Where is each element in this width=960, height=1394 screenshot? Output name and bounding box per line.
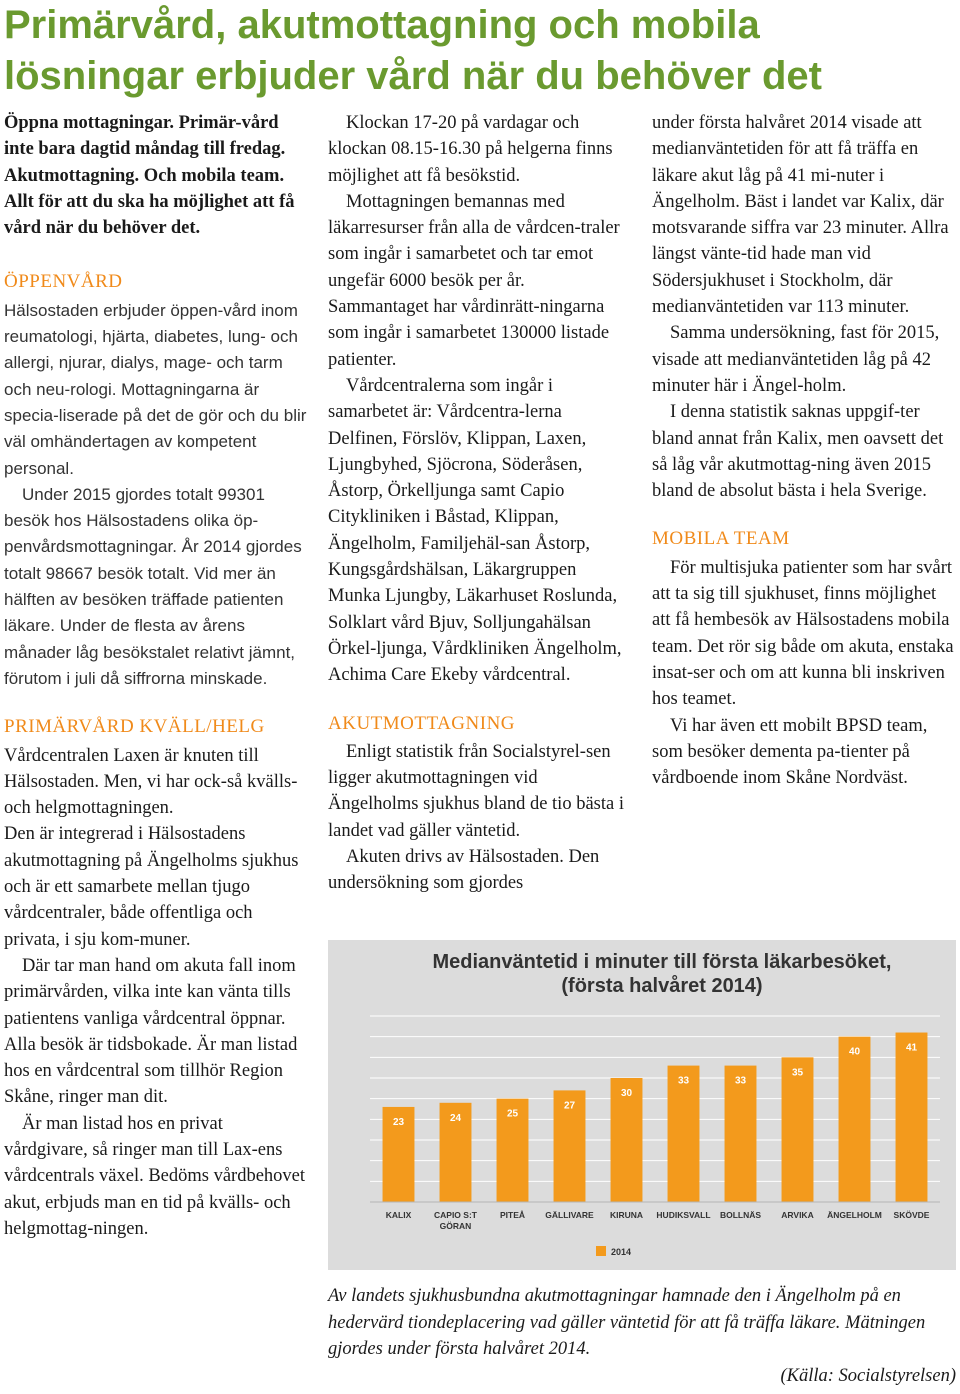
chart-svg [328, 940, 956, 1270]
chart-bar [839, 1037, 871, 1202]
bar-value-label: 25 [506, 1108, 519, 1120]
paragraph: Vårdcentralerna som ingår i samarbetet är: Vårdcentra-lerna Delfinen, Förslöv, Klippan, Laxen, Ljungbyhed, Sjöcrona, Söderåsen, Åstorp, Örkelljunga samt Capio Citykliniken i Båstad, Klippan, Ängelholm, Familjehäl-san Åstorp, Kungsgårdshälsan, Läkargruppen Munka Ljungby, Läkarhuset Roslunda, Solklart vård Bjuv, Solljungahälsan Örkel-ljunga, Vårdkliniken Ängelholm, Achima Care Ekeby vårdcentral. [328, 375, 622, 686]
bar-value-label: 27 [563, 1100, 576, 1112]
chart-title: Medianväntetid i minuter till första läkarbesöket, [432, 951, 892, 973]
paragraph: Akuten drivs av Hälsostaden. Den undersökning som gjordes [328, 847, 600, 894]
paragraph: Vi har även ett mobilt BPSD team, som besöker dementa pa-tienter på vårdboende inom Skåne Nordväst. [652, 715, 928, 789]
bar-value-label: 35 [791, 1067, 804, 1079]
bar-value-label: 33 [734, 1075, 747, 1087]
paragraph: För multisjuka patienter som har svårt att ta sig till sjukhuset, finns möjlighet att få hembesök av Hälsostadens mobila team. Det rör sig både om akuta, enstaka insat-ser och om att kunna bli inskriven hos teamet. [652, 557, 954, 710]
headline-line-2: lösningar erbjuder vård när du behöver det [4, 54, 822, 98]
x-tick-label: BOLLNÄS [719, 1210, 762, 1220]
subheading-mobila-team: MOBILA TEAM [652, 528, 790, 550]
x-tick-label: PITEÅ [499, 1210, 526, 1220]
headline-line-1: Primärvård, akutmottagning och mobila [4, 3, 760, 47]
bar-value-label: 33 [677, 1075, 690, 1087]
x-tick-label: GÄLLIVARE [545, 1210, 594, 1220]
bar-value-label: 23 [392, 1116, 405, 1128]
article-headline [4, 0, 954, 102]
bar-value-label: 30 [620, 1088, 633, 1099]
x-tick-label: SKÖVDE [893, 1210, 930, 1220]
paragraph: I denna statistik saknas uppgif-ter bland annat från Kalix, men oavsett det så låg vår akutmottag-ning även 2015 bland de absolut bästa i hela Sverige. [652, 402, 944, 502]
x-tick-label: GÖRAN [439, 1221, 472, 1231]
subheading-primarvard-kvall-helg: PRIMÄRVÅRD KVÄLL/HELG [4, 716, 265, 738]
wait-time-bar-chart [328, 940, 956, 1270]
chart-subtitle: (första halvåret 2014) [561, 975, 763, 997]
caption-text: Av landets sjukhusbundna akutmottagningar hamnade den i Ängelholm på en hedervärd tiondeplacering vad gäller väntetid för att få träffa läkare. Mätningen gjordes under första halvåret 2014. [328, 1286, 926, 1359]
caption-source: (Källa: Socialstyrelsen) [780, 1365, 956, 1386]
subheading-oppenvard: ÖPPENVÅRD [4, 271, 123, 293]
paragraph: Den är integrerad i Hälsostadens akutmottagning på Ängelholms sjukhus och är ett samarbete mellan tjugo vårdcentraler, både offentliga och privata, i sju kom-muner. [4, 824, 299, 950]
bar-value-label: 40 [848, 1046, 861, 1058]
bar-value-label: 41 [905, 1042, 918, 1054]
x-tick-label: ARVIKA [781, 1210, 814, 1220]
paragraph: Där tar man hand om akuta fall inom primärvården, vilka inte kan vänta tills patientens vanliga vårdcentral öppnar. Alla besök är tidsbokade. Är man listad hos en vårdcentral som tillhör Region Skåne, ringer man dit. [4, 955, 298, 1108]
paragraph: Mottagningen bemannas med läkarresurser från alla de vårdcen-traler som ingår i samarbetet och tar emot ungefär 6000 besök per år. Sammantaget har vårdinrätt-ningarna som ingår i samarbetet 130000 listade patienter. [328, 191, 620, 370]
legend-label: 2014 [611, 1247, 632, 1257]
text-column-1 [4, 110, 308, 1242]
x-tick-label: KIRUNA [609, 1210, 644, 1220]
bar-value-label: 24 [449, 1112, 462, 1124]
text-column-2 [328, 110, 628, 897]
subheading-akutmottagning: AKUTMOTTAGNING [328, 712, 516, 734]
chart-bar [896, 1033, 928, 1202]
paragraph: Enligt statistik från Socialstyrel-sen ligger akutmottagningen vid Ängelholms sjukhus bland de tio bästa i landet vad gäller väntetid. [328, 741, 624, 841]
legend-swatch [596, 1246, 606, 1256]
paragraph: Under 2015 gjordes totalt 99301 besök hos Hälsostadens olika öp-penvårdsmottagningar. År 2014 gjordes totalt 98667 besök totalt. Vid mer än hälften av besöken träffade patienten läkare. Under de flesta av årens månader låg besökstalet relativt jämnt, förutom i juli då siffrorna minskade. [4, 484, 302, 688]
paragraph: Hälsostaden erbjuder öppen-vård inom reumatologi, hjärta, diabetes, lung- och allergi, njurar, dialys, mage- och tarm och neu-rologi. Mottagningarna är specia-liserade på det de gör och du blir väl omhändertagen av kompetent personal. [4, 300, 307, 478]
x-tick-label: CAPIO S:T [434, 1210, 477, 1220]
chart-bar [782, 1057, 814, 1202]
paragraph: Vårdcentralen Laxen är knuten till Hälsostaden. Men, vi har ock-så kvälls- och helgmottagningen. [4, 745, 298, 819]
paragraph: Klockan 17-20 på vardagar och klockan 08.15-16.30 på helgerna finns möjlighet att få besökstid. [328, 113, 613, 186]
chart-caption [328, 1283, 956, 1389]
paragraph: under första halvåret 2014 visade att medianväntetiden för att få träffa en läkare akut låg på 41 mi-nuter i Ängelholm. Bäst i landet var Kalix, där motsvarande siffra var 23 minuter. Allra längst vänte-tid hade man vid Södersjukhuset i Stockholm, där medianväntetiden var 113 minuter. [652, 113, 949, 318]
x-tick-label: ÄNGELHOLM [827, 1210, 882, 1220]
text-column-3 [652, 110, 956, 791]
lead-paragraph: Öppna mottagningar. Primär-vård inte bara dagtid måndag till fredag. Akutmottagning. Och mobila team. Allt för att du ska ha möjlighet att få vård när du behöver det. [4, 113, 295, 239]
paragraph: Är man listad hos en privat vårdgivare, så ringer man till Lax-ens vårdcentrals växel. Bedöms vårdbehovet akut, erbjuds man en tid på kvälls- och helgmottag-ningen. [4, 1113, 306, 1239]
x-tick-label: KALIX [385, 1210, 412, 1220]
x-tick-label: HUDIKSVALL [656, 1210, 711, 1220]
paragraph: Samma undersökning, fast för 2015, visade att medianväntetiden låg på 42 minuter här i Ängel-holm. [652, 323, 940, 396]
